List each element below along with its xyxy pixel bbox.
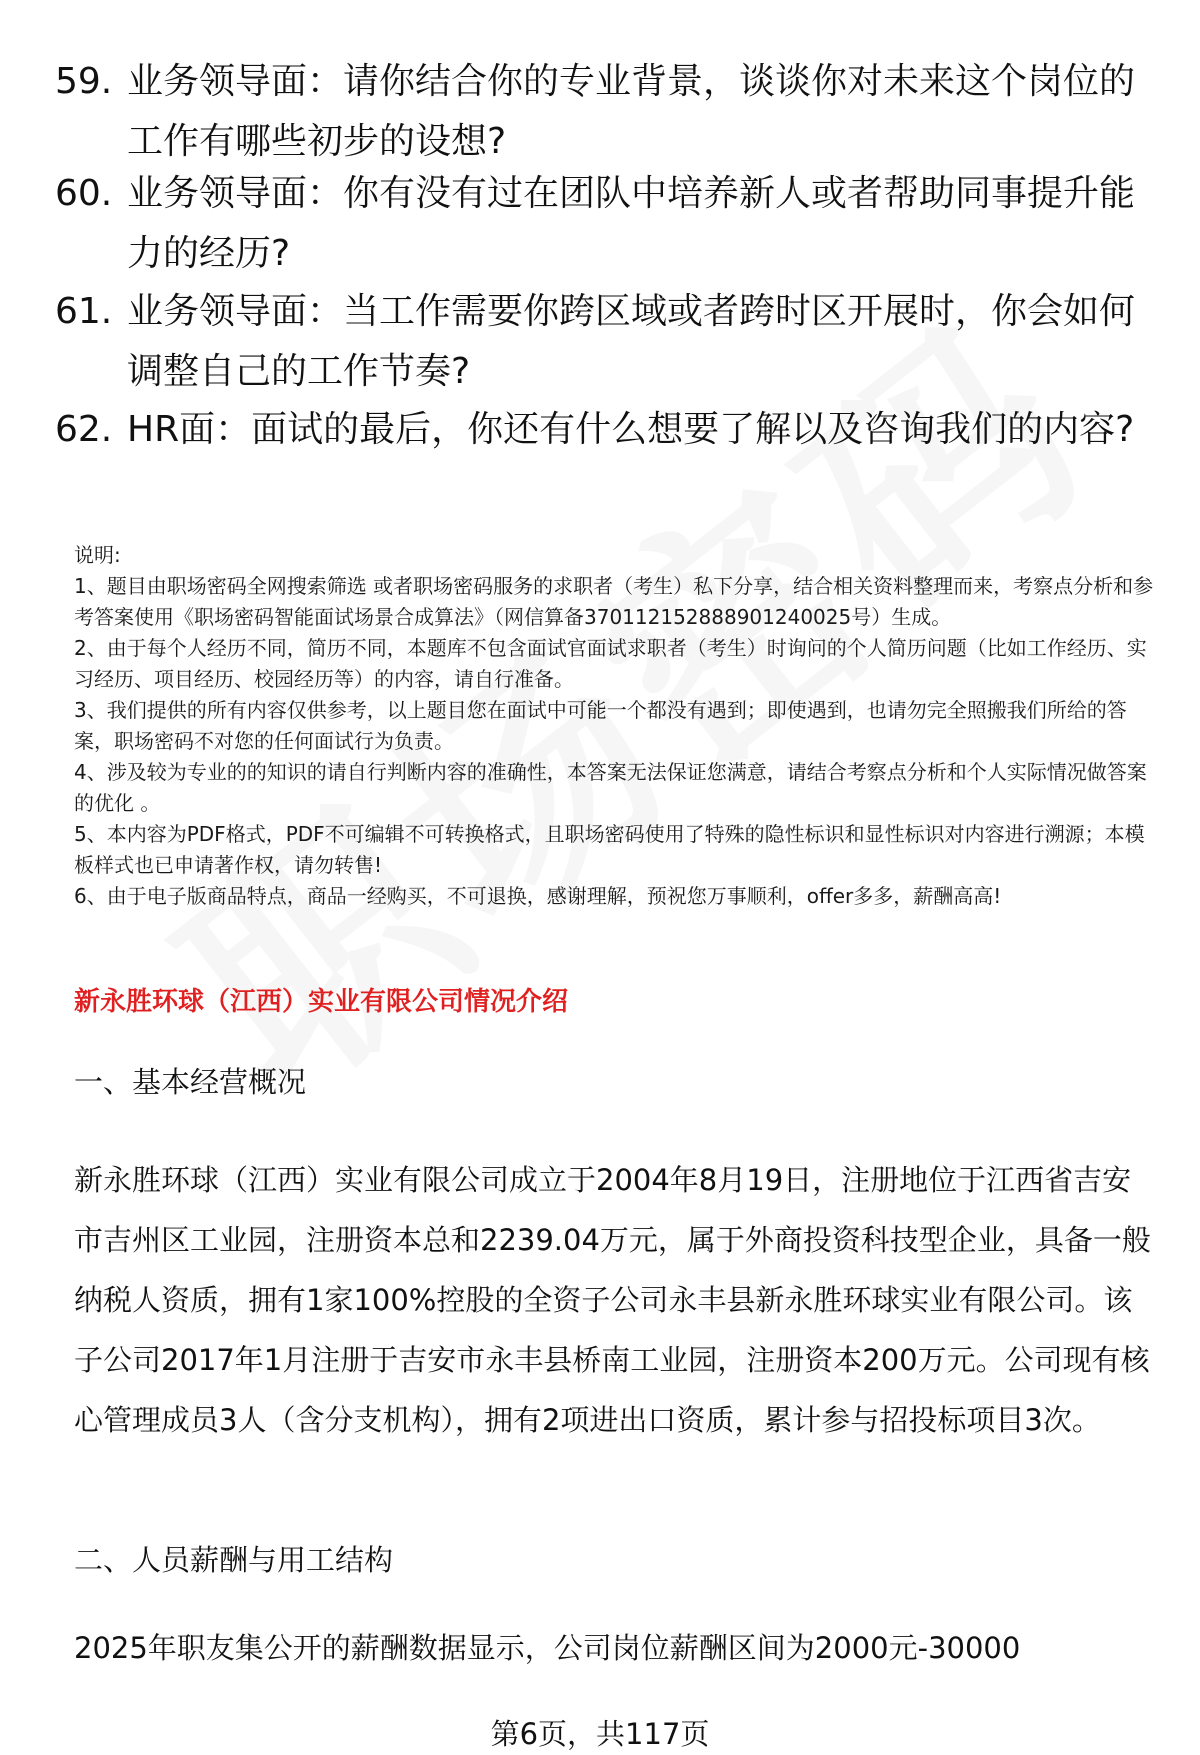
section-body-salary: 2025年职友集公开的薪酬数据显示，公司岗位薪酬区间为2000元-30000 <box>74 1631 1021 1665</box>
question-61 <box>55 282 1145 402</box>
section-heading-salary: 二、人员薪酬与用工结构 <box>74 1543 394 1577</box>
question-number: 59. <box>55 61 113 102</box>
note-item: 4、涉及较为专业的的知识的请自行判断内容的准确性，本答案无法保证您满意，请结合考察点分析和个人实际情况做答案的优化 。 <box>74 760 1147 815</box>
question-text: 业务领导面：你有没有过在团队中培养新人或者帮助同事提升能力的经历? <box>127 173 1136 274</box>
section-heading-basic: 一、基本经营概况 <box>74 1065 307 1099</box>
question-number: 61. <box>55 291 113 332</box>
note-item: 5、本内容为PDF格式，PDF不可编辑不可转换格式，且职场密码使用了特殊的隐性标识和显性标识对内容进行溯源；本模板样式也已申请著作权，请勿转售! <box>74 822 1145 877</box>
company-title: 新永胜环球（江西）实业有限公司情况介绍 <box>74 987 569 1017</box>
question-text: HR面：面试的最后，你还有什么想要了解以及咨询我们的内容? <box>127 409 1135 450</box>
question-number: 60. <box>55 173 113 214</box>
question-text: 业务领导面：请你结合你的专业背景，谈谈你对未来这个岗位的工作有哪些初步的设想? <box>127 61 1136 162</box>
question-62 <box>55 400 1145 460</box>
note-item: 3、我们提供的所有内容仅供参考，以上题目您在面试中可能一个都没有遇到；即使遇到，也请勿完全照搬我们所给的答案，职场密码不对您的任何面试行为负责。 <box>74 698 1127 753</box>
question-59 <box>55 52 1145 172</box>
question-text: 业务领导面：当工作需要你跨区域或者跨时区开展时，你会如何调整自己的工作节奏? <box>127 291 1136 392</box>
page-footer: 第6页，共117页 <box>490 1717 710 1751</box>
notes-title: 说明: <box>74 543 121 567</box>
note-item: 2、由于每个人经历不同，简历不同，本题库不包含面试官面试求职者（考生）时询问的个人简历问题（比如工作经历、实习经历、项目经历、校园经历等）的内容，请自行准备。 <box>74 636 1147 691</box>
section-body-basic: 新永胜环球（江西）实业有限公司成立于2004年8月19日，注册地位于江西省吉安市吉州区工业园，注册资本总和2239.04万元，属于外商投资科技型企业，具备一般纳税人资质，拥有1家100%控股的全资子公司永丰县新永胜环球实业有限公司。该子公司2017年1月注册于吉安市永丰县桥南工业园，注册资本200万元。公司现有核心管理成员3人（含分支机构），拥有2项进出口资质，累计参与招投标项目3次。 <box>74 1163 1151 1437</box>
question-60 <box>55 164 1145 284</box>
note-item: 1、题目由职场密码全网搜索筛选 或者职场密码服务的求职者（考生）私下分享，结合相关资料整理而来，考察点分析和参考答案使用《职场密码智能面试场景合成算法》（网信算备370112152888901240025号）生成。 <box>74 574 1154 629</box>
note-item: 6、由于电子版商品特点，商品一经购买，不可退换，感谢理解，预祝您万事顺利，offer多多，薪酬高高! <box>74 884 1002 908</box>
question-number: 62. <box>55 409 113 450</box>
notes-block <box>74 540 1159 912</box>
